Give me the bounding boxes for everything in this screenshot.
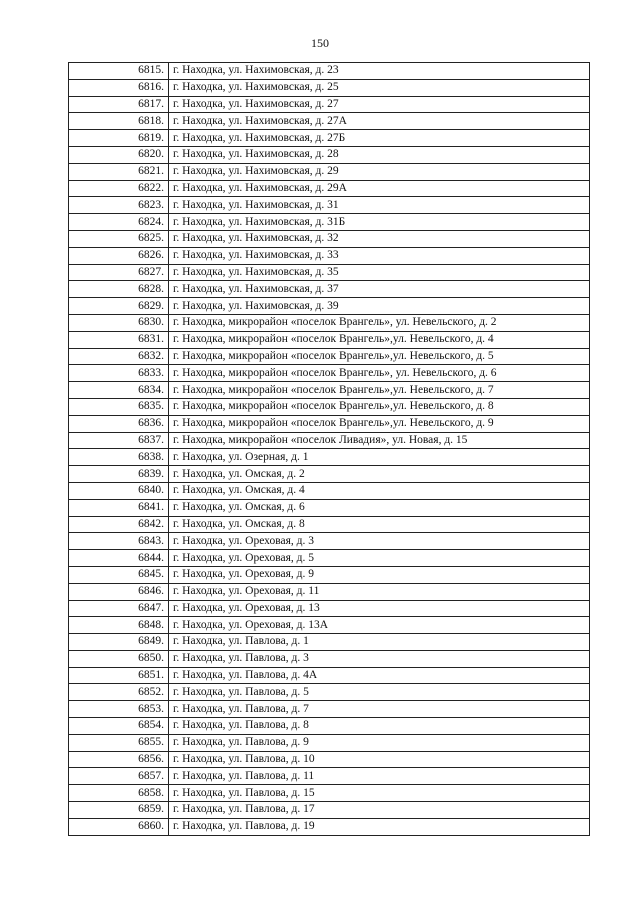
table-row <box>69 331 590 348</box>
row-number: 6845. <box>69 566 169 583</box>
address-table <box>68 62 590 836</box>
table-row <box>69 583 590 600</box>
table-row <box>69 533 590 550</box>
table-row <box>69 684 590 701</box>
row-number: 6828. <box>69 281 169 298</box>
row-address: г. Находка, ул. Нахимовская, д. 39 <box>169 298 590 315</box>
row-number: 6834. <box>69 382 169 399</box>
row-number: 6825. <box>69 230 169 247</box>
table-row <box>69 130 590 147</box>
row-address: г. Находка, микрорайон «поселок Врангель»,ул. Невельского, д. 9 <box>169 415 590 432</box>
table-row <box>69 701 590 718</box>
table-row <box>69 718 590 735</box>
table-row <box>69 113 590 130</box>
row-number: 6832. <box>69 348 169 365</box>
row-address: г. Находка, ул. Нахимовская, д. 37 <box>169 281 590 298</box>
row-number: 6841. <box>69 499 169 516</box>
row-address: г. Находка, ул. Нахимовская, д. 27А <box>169 113 590 130</box>
row-address: г. Находка, ул. Павлова, д. 8 <box>169 718 590 735</box>
table-row <box>69 818 590 835</box>
table-row <box>69 298 590 315</box>
table-row <box>69 230 590 247</box>
row-number: 6859. <box>69 802 169 819</box>
row-address: г. Находка, микрорайон «поселок Ливадия», ул. Новая, д. 15 <box>169 432 590 449</box>
table-row <box>69 634 590 651</box>
table-row <box>69 751 590 768</box>
table-row <box>69 785 590 802</box>
table-row <box>69 432 590 449</box>
row-number: 6830. <box>69 314 169 331</box>
table-row <box>69 314 590 331</box>
row-address: г. Находка, микрорайон «поселок Врангель»,ул. Невельского, д. 4 <box>169 331 590 348</box>
row-address: г. Находка, ул. Омская, д. 8 <box>169 516 590 533</box>
table-row <box>69 566 590 583</box>
row-address: г. Находка, ул. Нахимовская, д. 27 <box>169 96 590 113</box>
table-row <box>69 365 590 382</box>
row-address: г. Находка, ул. Павлова, д. 19 <box>169 818 590 835</box>
row-number: 6857. <box>69 768 169 785</box>
row-address: г. Находка, ул. Ореховая, д. 13А <box>169 617 590 634</box>
row-number: 6826. <box>69 247 169 264</box>
row-address: г. Находка, микрорайон «поселок Врангель»,ул. Невельского, д. 7 <box>169 382 590 399</box>
row-number: 6818. <box>69 113 169 130</box>
row-number: 6849. <box>69 634 169 651</box>
row-number: 6820. <box>69 146 169 163</box>
table-row <box>69 348 590 365</box>
row-number: 6821. <box>69 163 169 180</box>
row-address: г. Находка, микрорайон «поселок Врангель», ул. Невельского, д. 6 <box>169 365 590 382</box>
row-number: 6831. <box>69 331 169 348</box>
row-address: г. Находка, ул. Нахимовская, д. 33 <box>169 247 590 264</box>
row-address: г. Находка, ул. Омская, д. 4 <box>169 482 590 499</box>
row-address: г. Находка, микрорайон «поселок Врангель»,ул. Невельского, д. 5 <box>169 348 590 365</box>
table-row <box>69 449 590 466</box>
row-number: 6847. <box>69 600 169 617</box>
row-address: г. Находка, ул. Омская, д. 6 <box>169 499 590 516</box>
row-number: 6817. <box>69 96 169 113</box>
row-address: г. Находка, ул. Нахимовская, д. 25 <box>169 79 590 96</box>
row-number: 6850. <box>69 650 169 667</box>
table-row <box>69 802 590 819</box>
row-address: г. Находка, ул. Нахимовская, д. 32 <box>169 230 590 247</box>
row-address: г. Находка, ул. Павлова, д. 9 <box>169 734 590 751</box>
row-number: 6858. <box>69 785 169 802</box>
row-address: г. Находка, ул. Павлова, д. 10 <box>169 751 590 768</box>
table-row <box>69 398 590 415</box>
row-number: 6836. <box>69 415 169 432</box>
row-number: 6848. <box>69 617 169 634</box>
row-number: 6837. <box>69 432 169 449</box>
table-row <box>69 264 590 281</box>
row-address: г. Находка, ул. Ореховая, д. 13 <box>169 600 590 617</box>
row-number: 6855. <box>69 734 169 751</box>
row-number: 6827. <box>69 264 169 281</box>
table-row <box>69 516 590 533</box>
row-number: 6838. <box>69 449 169 466</box>
row-number: 6842. <box>69 516 169 533</box>
table-row <box>69 382 590 399</box>
table-row <box>69 650 590 667</box>
table-row <box>69 197 590 214</box>
table-row <box>69 247 590 264</box>
row-number: 6851. <box>69 667 169 684</box>
table-row <box>69 617 590 634</box>
table-row <box>69 63 590 80</box>
row-number: 6833. <box>69 365 169 382</box>
row-number: 6816. <box>69 79 169 96</box>
row-number: 6852. <box>69 684 169 701</box>
table-row <box>69 600 590 617</box>
row-number: 6840. <box>69 482 169 499</box>
row-number: 6819. <box>69 130 169 147</box>
row-address: г. Находка, ул. Нахимовская, д. 27Б <box>169 130 590 147</box>
row-address: г. Находка, ул. Нахимовская, д. 31 <box>169 197 590 214</box>
row-address: г. Находка, микрорайон «поселок Врангель»,ул. Невельского, д. 8 <box>169 398 590 415</box>
table-row <box>69 214 590 231</box>
address-table-body <box>69 63 590 836</box>
row-address: г. Находка, ул. Озерная, д. 1 <box>169 449 590 466</box>
table-row <box>69 96 590 113</box>
table-row <box>69 550 590 567</box>
table-row <box>69 79 590 96</box>
table-row <box>69 466 590 483</box>
row-number: 6839. <box>69 466 169 483</box>
table-row <box>69 146 590 163</box>
row-address: г. Находка, ул. Ореховая, д. 5 <box>169 550 590 567</box>
row-address: г. Находка, ул. Нахимовская, д. 35 <box>169 264 590 281</box>
row-number: 6853. <box>69 701 169 718</box>
table-row <box>69 163 590 180</box>
row-number: 6815. <box>69 63 169 80</box>
row-address: г. Находка, микрорайон «поселок Врангель», ул. Невельского, д. 2 <box>169 314 590 331</box>
page-number: 150 <box>311 36 329 50</box>
table-row <box>69 180 590 197</box>
table-row <box>69 499 590 516</box>
row-address: г. Находка, ул. Павлова, д. 1 <box>169 634 590 651</box>
row-number: 6843. <box>69 533 169 550</box>
row-address: г. Находка, ул. Ореховая, д. 3 <box>169 533 590 550</box>
row-number: 6835. <box>69 398 169 415</box>
row-number: 6846. <box>69 583 169 600</box>
row-number: 6829. <box>69 298 169 315</box>
row-address: г. Находка, ул. Павлова, д. 7 <box>169 701 590 718</box>
row-address: г. Находка, ул. Ореховая, д. 9 <box>169 566 590 583</box>
row-address: г. Находка, ул. Павлова, д. 4А <box>169 667 590 684</box>
table-row <box>69 482 590 499</box>
row-number: 6844. <box>69 550 169 567</box>
row-address: г. Находка, ул. Павлова, д. 15 <box>169 785 590 802</box>
row-address: г. Находка, ул. Павлова, д. 17 <box>169 802 590 819</box>
row-address: г. Находка, ул. Павлова, д. 11 <box>169 768 590 785</box>
row-address: г. Находка, ул. Омская, д. 2 <box>169 466 590 483</box>
row-address: г. Находка, ул. Нахимовская, д. 28 <box>169 146 590 163</box>
row-address: г. Находка, ул. Нахимовская, д. 23 <box>169 63 590 80</box>
table-row <box>69 768 590 785</box>
table-row <box>69 734 590 751</box>
table-row <box>69 281 590 298</box>
table-row <box>69 415 590 432</box>
row-address: г. Находка, ул. Павлова, д. 5 <box>169 684 590 701</box>
row-address: г. Находка, ул. Нахимовская, д. 29 <box>169 163 590 180</box>
row-number: 6824. <box>69 214 169 231</box>
row-number: 6823. <box>69 197 169 214</box>
row-address: г. Находка, ул. Ореховая, д. 11 <box>169 583 590 600</box>
table-row <box>69 667 590 684</box>
row-address: г. Находка, ул. Павлова, д. 3 <box>169 650 590 667</box>
row-number: 6854. <box>69 718 169 735</box>
row-number: 6860. <box>69 818 169 835</box>
row-address: г. Находка, ул. Нахимовская, д. 31Б <box>169 214 590 231</box>
row-number: 6856. <box>69 751 169 768</box>
row-address: г. Находка, ул. Нахимовская, д. 29А <box>169 180 590 197</box>
row-number: 6822. <box>69 180 169 197</box>
